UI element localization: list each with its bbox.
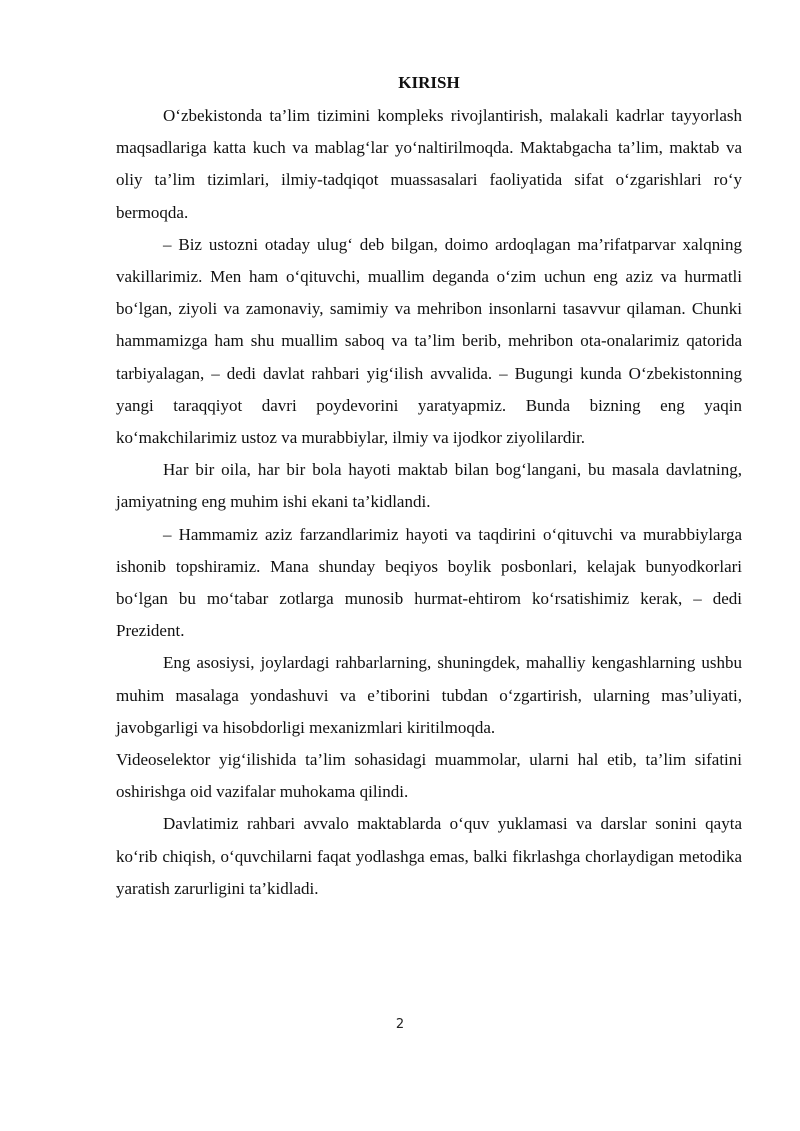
page-number: 2: [395, 1017, 405, 1032]
paragraph-4: – Hammamiz aziz farzandlarimiz hayoti va taqdirini o‘qituvchi va murabbiylarga ishonib topshiramiz. Mana shunday beqiyos boylik posbonlari, kelajak bunyodkorlari bo‘lgan bu mo‘tabar zotlarga munosib hurmat-ehtirom ko‘rsatishimiz kerak, – dedi Prezident.: [116, 524, 742, 641]
section-title: KIRISH: [398, 73, 460, 92]
paragraph-3: Har bir oila, har bir bola hayoti maktab bilan bog‘langani, bu masala davlatning, jamiyatning eng muhim ishi ekani ta’kidlandi.: [116, 460, 742, 512]
document-page: [116, 72, 742, 905]
paragraph-6: Videoselektor yig‘ilishida ta’lim sohasidagi muammolar, ularni hal etib, ta’lim sifatini oshirishga oid vazifalar muhokama qilindi.: [116, 750, 742, 802]
paragraph-7: Davlatimiz rahbari avvalo maktablarda o‘quv yuklamasi va darslar sonini qayta ko‘rib chiqish, o‘quvchilarni faqat yodlashga emas, balki fikrlashga chorlaydigan metodika yaratish zarurligini ta’kidladi.: [116, 814, 742, 898]
paragraph-2: – Biz ustozni otaday ulug‘ deb bilgan, doimo ardoqlagan ma’rifatparvar xalqning vakillarimiz. Men ham o‘qituvchi, muallim deganda o‘zim uchun eng aziz va hurmatli bo‘lgan, ziyoli va zamonaviy, samimiy va mehribon insonlarni tasavvur qilaman. Chunki hammamizga ham shu muallim saboq va ta’lim berib, mehribon ota-onalarimiz qatorida tarbiyalagan, – dedi davlat rahbari yig‘ilish avvalida. – Bugungi kunda O‘zbekistonning yangi taraqqiyot davri poydevorini yaratyapmiz. Bunda bizning eng yaqin ko‘makchilarimiz ustoz va murabbiylar, ilmiy va ijodkor ziyolilardir.: [116, 234, 742, 448]
paragraph-1: O‘zbekistonda ta’lim tizimini kompleks rivojlantirish, malakali kadrlar tayyorlash maqsadlariga katta kuch va mablag‘lar yo‘naltirilmoqda. Maktabgacha ta’lim, maktab va oliy ta’lim tizimlari, ilmiy-tadqiqot muassasalari faoliyatida sifat o‘zgarishlari ro‘y bermoqda.: [116, 106, 742, 222]
paragraph-5: Eng asosiysi, joylardagi rahbarlarning, shuningdek, mahalliy kengashlarning ushbu muhim masalaga yondashuvi va e’tiborini tubdan o‘zgartirish, ularning mas’uliyati, javobgarligi va hisobdorligi mexanizmlari kiritilmoqda.: [116, 653, 742, 737]
